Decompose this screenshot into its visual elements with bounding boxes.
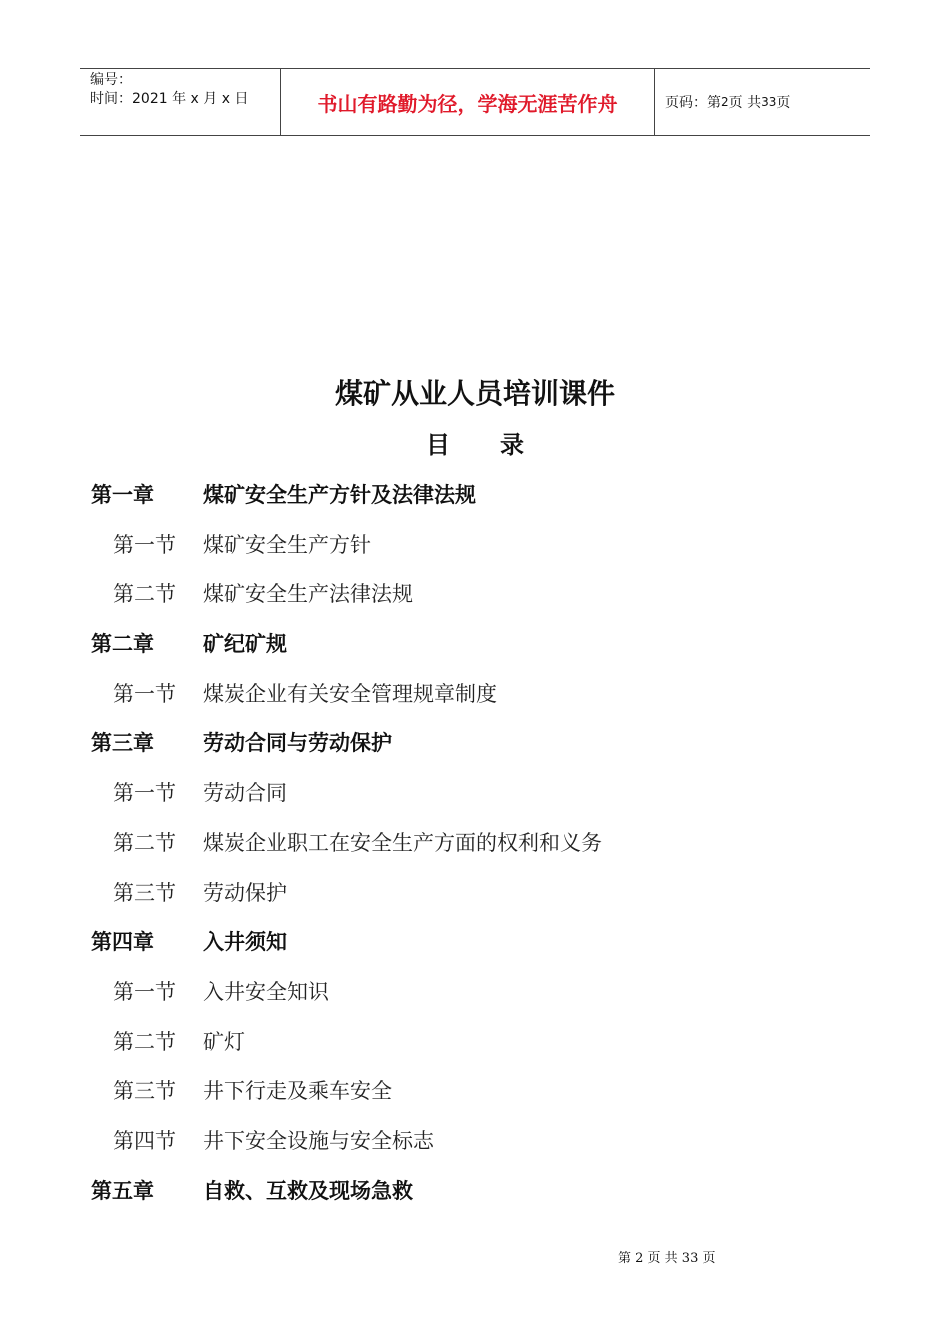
toc-title: 煤矿安全生产方针及法律法规 xyxy=(203,483,476,507)
toc-label: 第一节 xyxy=(113,979,176,1004)
header-motto: 书山有路勤为径，学海无涯苦作舟 xyxy=(281,69,655,135)
toc-section xyxy=(0,823,950,873)
toc-section xyxy=(0,574,950,624)
code-label: 编号： xyxy=(90,72,132,88)
toc-label: 第四章 xyxy=(91,930,154,955)
page-total: 33 xyxy=(761,95,777,109)
header-meta xyxy=(80,69,281,135)
toc-heading: 目录 xyxy=(426,431,574,459)
page-footer: 第 2 页 共 33 页 xyxy=(618,1251,716,1266)
toc-label: 第三章 xyxy=(91,731,154,756)
page-header xyxy=(80,68,870,136)
toc-title: 劳动合同 xyxy=(203,781,287,806)
page-suffix: 页 xyxy=(776,95,791,111)
toc-title: 入井须知 xyxy=(203,930,287,955)
toc-label: 第三节 xyxy=(113,1079,176,1104)
toc-chapter xyxy=(0,475,950,525)
toc-section xyxy=(0,1022,950,1072)
toc-section xyxy=(0,972,950,1022)
toc-title: 煤矿安全生产方针 xyxy=(203,532,371,557)
time-line: 时间：2021 年 x 月 x 日 xyxy=(90,91,249,107)
toc-chapter xyxy=(0,922,950,972)
toc-label: 第一节 xyxy=(113,532,176,557)
toc-chapter xyxy=(0,723,950,773)
toc-label: 第二节 xyxy=(113,1029,176,1054)
page-mid: 页 共 xyxy=(728,95,762,111)
toc-title: 井下安全设施与安全标志 xyxy=(203,1128,434,1153)
toc-title: 劳动合同与劳动保护 xyxy=(203,731,392,756)
toc-title: 井下行走及乘车安全 xyxy=(203,1079,392,1104)
toc-label: 第二节 xyxy=(113,582,176,607)
page-label-prefix: 页码：第 xyxy=(665,95,721,111)
page-current: 2 xyxy=(721,95,729,109)
toc-title: 矿灯 xyxy=(203,1029,245,1054)
table-of-contents xyxy=(0,475,950,1220)
toc-title: 自救、互救及现场急救 xyxy=(203,1178,413,1203)
toc-label: 第一章 xyxy=(91,483,154,507)
toc-label: 第三节 xyxy=(113,880,176,905)
toc-title: 煤炭企业有关安全管理规章制度 xyxy=(203,681,497,706)
toc-label: 第二章 xyxy=(91,632,154,657)
document-title: 煤矿从业人员培训课件 xyxy=(334,377,615,410)
toc-title: 矿纪矿规 xyxy=(203,632,287,657)
toc-title: 入井安全知识 xyxy=(203,979,329,1004)
toc-label: 第二节 xyxy=(113,830,176,855)
toc-chapter xyxy=(0,1171,950,1221)
toc-title: 煤矿安全生产法律法规 xyxy=(203,582,413,607)
toc-section xyxy=(0,1121,950,1171)
toc-title: 煤炭企业职工在安全生产方面的权利和义务 xyxy=(203,830,602,855)
toc-section xyxy=(0,525,950,575)
toc-section xyxy=(0,674,950,724)
header-page-info xyxy=(655,69,870,135)
toc-section xyxy=(0,773,950,823)
toc-label: 第五章 xyxy=(91,1178,154,1203)
toc-section xyxy=(0,1071,950,1121)
toc-label: 第四节 xyxy=(113,1128,176,1153)
toc-label: 第一节 xyxy=(113,781,176,806)
toc-label: 第一节 xyxy=(113,681,176,706)
toc-chapter xyxy=(0,624,950,674)
toc-section xyxy=(0,873,950,923)
toc-title: 劳动保护 xyxy=(203,880,287,905)
